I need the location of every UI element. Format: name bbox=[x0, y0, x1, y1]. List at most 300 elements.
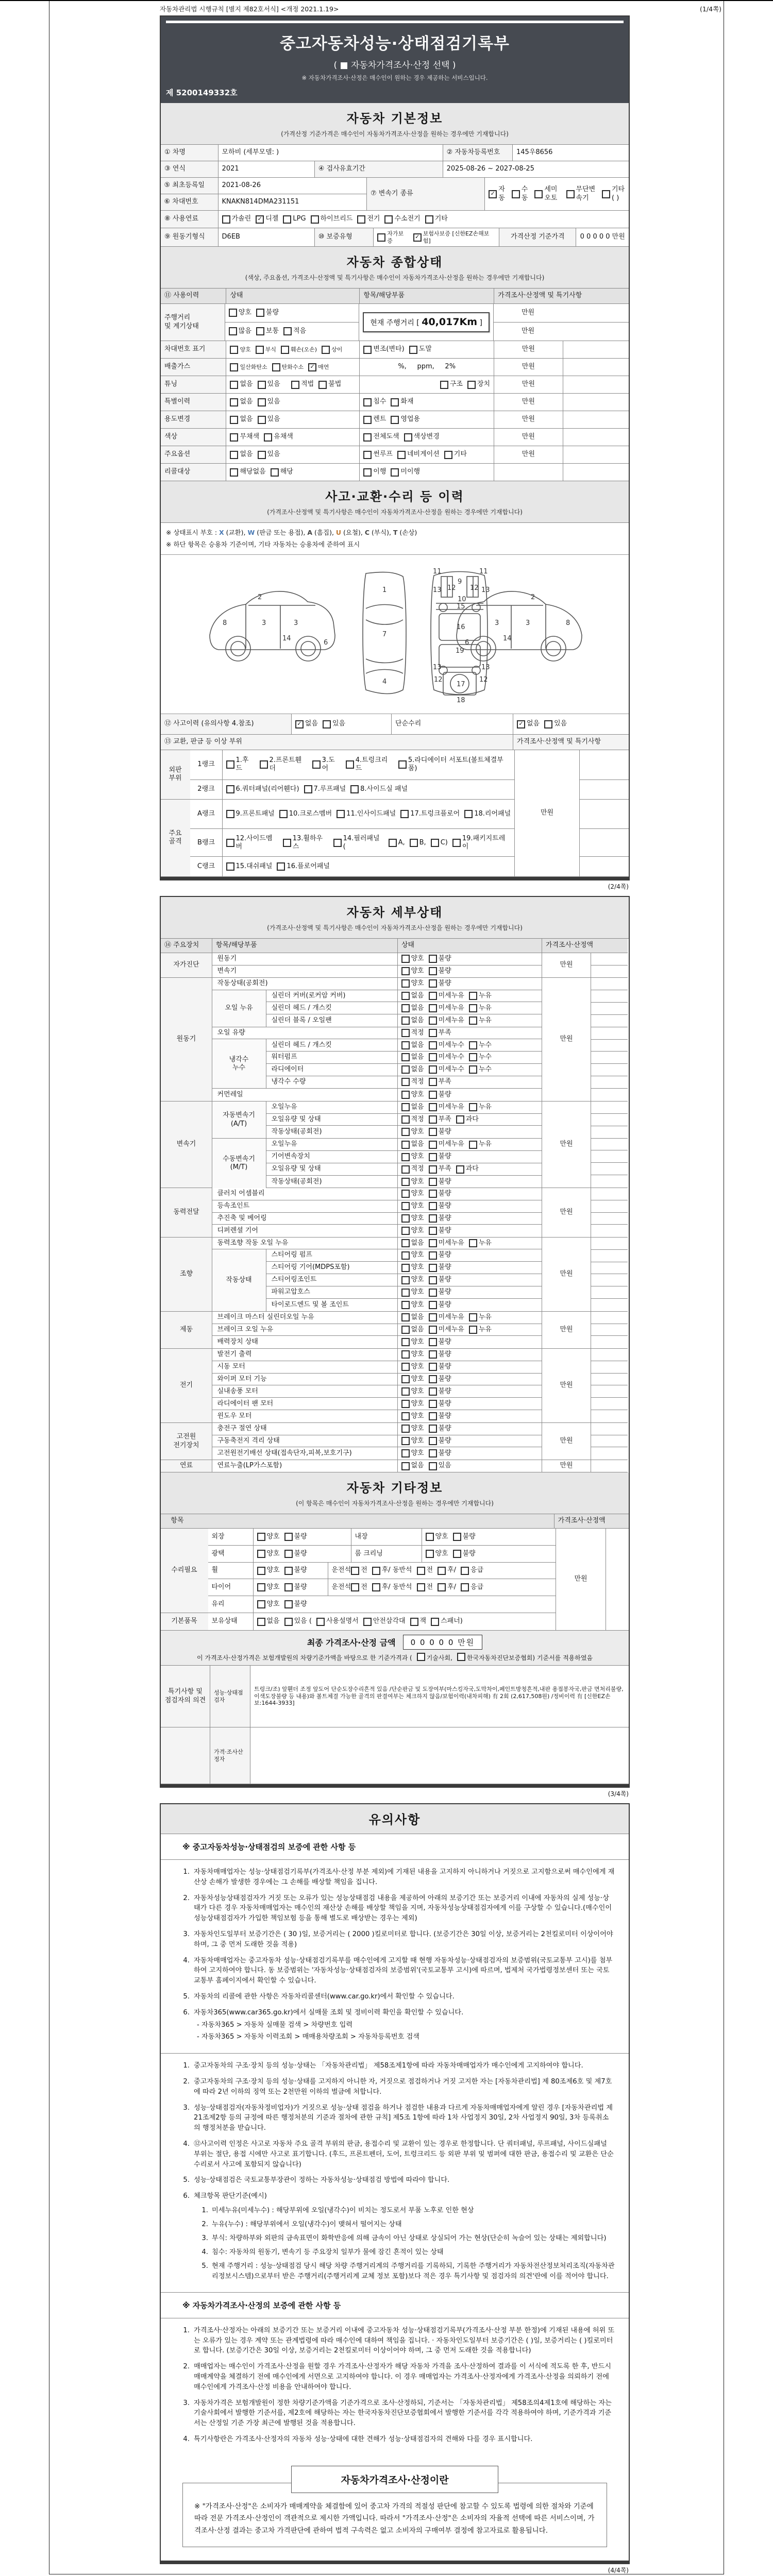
checkbox-checked-icon[interactable]: ✓ bbox=[308, 363, 316, 371]
notice-item: 3. 자동차가격은 보험개발원이 정한 차량기준가액을 기준가격으로 조사·산정하되, 기준서는 「자동차관리법」 제58조의4제1호에 해당하는 자는 기술사회에서 발행한 기준서를, 제2호에 해당하는 자는 한국자동차진단보증협회에서 발행한 기준서를 각각 적용하여야 하며, 기준가격과 기준서는 산정일 기준 가장 최근에 발행된 것을 적용합니다. bbox=[183, 2399, 612, 2428]
checkbox-icon[interactable] bbox=[457, 1653, 465, 1661]
checkbox-icon[interactable] bbox=[230, 416, 238, 424]
checkbox-icon[interactable] bbox=[401, 979, 410, 988]
checkbox-icon[interactable] bbox=[230, 451, 238, 459]
checkbox-icon[interactable] bbox=[410, 1618, 418, 1626]
checkbox-icon[interactable] bbox=[401, 1326, 410, 1334]
cell bbox=[208, 1529, 556, 1631]
checkbox-icon[interactable] bbox=[401, 1103, 410, 1111]
valuation-explain-area bbox=[161, 2455, 629, 2561]
table-row bbox=[161, 228, 629, 247]
table-row bbox=[591, 1089, 628, 1101]
checkbox-icon[interactable] bbox=[283, 839, 291, 847]
cell bbox=[212, 1460, 542, 1472]
cell: 충전구 절연 상태 bbox=[212, 1423, 398, 1435]
checkbox-icon[interactable] bbox=[401, 955, 410, 963]
checkbox-icon[interactable] bbox=[429, 1375, 437, 1383]
checkbox-icon[interactable] bbox=[372, 1583, 380, 1591]
checkbox-icon[interactable] bbox=[429, 1103, 437, 1111]
checkbox-icon[interactable] bbox=[401, 1338, 410, 1346]
checkbox-icon[interactable] bbox=[257, 1618, 265, 1626]
cell bbox=[212, 953, 542, 978]
checkbox-icon[interactable] bbox=[417, 1653, 425, 1661]
cell bbox=[591, 1324, 628, 1336]
checkbox-icon[interactable] bbox=[429, 1449, 437, 1458]
checkbox-icon[interactable] bbox=[230, 398, 238, 406]
checkbox-icon[interactable] bbox=[469, 992, 477, 1000]
checkbox-icon[interactable] bbox=[417, 1583, 425, 1591]
checkbox-icon[interactable] bbox=[258, 451, 266, 459]
checkbox-icon[interactable] bbox=[429, 1141, 437, 1149]
checkbox-icon[interactable] bbox=[401, 1214, 410, 1223]
checkbox-icon[interactable] bbox=[391, 416, 399, 424]
checkbox-icon[interactable] bbox=[312, 760, 321, 769]
svg-text:17: 17 bbox=[457, 681, 465, 688]
checkbox-icon[interactable] bbox=[566, 190, 575, 198]
cell bbox=[591, 1175, 628, 1188]
checkbox-icon[interactable] bbox=[284, 1550, 293, 1558]
checkbox-icon[interactable] bbox=[363, 346, 372, 354]
cell bbox=[359, 304, 494, 341]
checkbox-checked-icon[interactable]: ✓ bbox=[295, 720, 304, 728]
checkbox-checked-icon[interactable]: ✓ bbox=[256, 215, 264, 224]
checkbox-icon[interactable] bbox=[429, 1437, 437, 1445]
checkbox-icon[interactable] bbox=[226, 810, 234, 818]
checkbox-icon[interactable] bbox=[357, 215, 365, 224]
checkbox-icon[interactable] bbox=[401, 1363, 410, 1371]
checkbox-icon[interactable] bbox=[401, 1165, 410, 1174]
cell: 운전석 전 후/ 동반석 전 후/ 응급 bbox=[328, 1563, 556, 1580]
checkbox-icon[interactable] bbox=[429, 967, 437, 975]
checkbox-icon[interactable] bbox=[469, 1313, 477, 1321]
cell: 파워고압호스 bbox=[266, 1286, 398, 1299]
svg-text:8: 8 bbox=[566, 619, 570, 627]
checkbox-icon[interactable] bbox=[401, 1239, 410, 1247]
notice-item: 6. 체크항목 판단기준(예시) 1. 미세누유(미세누수) : 해당부위에 오일(냉각수)이 비치는 정도로서 부품 노후로 인한 현상 2. 누유(누수) : 해당부위에서 오일(냉각수)이 맺혀서 떨어지는 상태 3. 부식: 차량하부와 외판의 금속표면이 화학반응에 의해 금속이 아닌 상태로 상실되어 가는 현상(단순히 녹슬어 있는 상태는 제외합니다) 4. 침수: 자동차의 원동기, 변속기 등 주요장치 일부가 물에 잠긴 흔적이 있는 상태 5. 현재 주행거리 : 성능·상태점검 당시 해당 차량 주행거리계의 주행거리를 기록하되, 기록한 주행거리가 자동차전산정보처리조직(자동차관리정보시스템)으로부터 받은 주행거리(주행거리계 교체 정보 포함)보다 적은 경우 특기사항 및 점검자의 의견'란에 이를 적어야 합니다. bbox=[183, 2192, 615, 2280]
cell: 만원 bbox=[494, 359, 563, 376]
checkbox-icon[interactable] bbox=[229, 327, 237, 335]
checkbox-icon[interactable] bbox=[272, 363, 280, 371]
checkbox-icon[interactable] bbox=[429, 1065, 437, 1074]
cell bbox=[266, 1101, 542, 1139]
cell: 와이퍼 모터 기능 bbox=[212, 1374, 398, 1386]
checkbox-icon[interactable] bbox=[534, 190, 543, 198]
table-row bbox=[161, 800, 190, 876]
checkbox-icon[interactable] bbox=[257, 1550, 265, 1558]
checkbox-icon[interactable] bbox=[429, 992, 437, 1000]
checkbox-icon[interactable] bbox=[429, 1301, 437, 1309]
checkbox-icon[interactable] bbox=[429, 1004, 437, 1012]
checkbox-icon[interactable] bbox=[337, 810, 345, 818]
checkbox-icon[interactable] bbox=[401, 1289, 410, 1297]
checkbox-icon[interactable] bbox=[438, 1567, 446, 1575]
checkbox-icon[interactable] bbox=[426, 1533, 434, 1541]
checkbox-icon[interactable] bbox=[404, 433, 412, 442]
cell bbox=[591, 1274, 628, 1286]
checkbox-icon[interactable] bbox=[429, 1016, 437, 1025]
checkbox-icon[interactable] bbox=[453, 1533, 461, 1541]
checkbox-icon[interactable] bbox=[260, 760, 268, 769]
checkbox-icon[interactable] bbox=[230, 468, 238, 477]
table-row bbox=[161, 1727, 629, 1784]
checkbox-icon[interactable] bbox=[258, 416, 266, 424]
checkbox-icon[interactable] bbox=[401, 1449, 410, 1458]
checkbox-icon[interactable] bbox=[440, 381, 448, 389]
table-row bbox=[212, 1188, 542, 1200]
checkbox-icon[interactable] bbox=[372, 1567, 380, 1575]
checkbox-icon[interactable] bbox=[429, 1425, 437, 1433]
checkbox-icon[interactable] bbox=[323, 720, 331, 728]
table-row bbox=[161, 1312, 629, 1349]
cell bbox=[563, 341, 629, 359]
checkbox-icon[interactable] bbox=[469, 1016, 477, 1025]
checkbox-icon[interactable] bbox=[271, 468, 279, 477]
checkbox-icon[interactable] bbox=[283, 327, 292, 335]
checkbox-icon[interactable] bbox=[429, 1214, 437, 1223]
checkbox-icon[interactable] bbox=[410, 839, 418, 847]
cell bbox=[563, 376, 629, 394]
checkbox-icon[interactable] bbox=[291, 381, 299, 389]
checkbox-icon[interactable] bbox=[429, 1313, 437, 1321]
checkbox-icon[interactable] bbox=[429, 1153, 437, 1161]
cell: 실린더 헤드 / 개스킷 bbox=[266, 1039, 398, 1052]
table-row bbox=[223, 780, 515, 800]
checkbox-icon[interactable] bbox=[431, 839, 439, 847]
checkbox-icon[interactable] bbox=[429, 1115, 437, 1124]
table-row bbox=[161, 1514, 629, 1529]
checkbox-checked-icon[interactable]: ✓ bbox=[489, 190, 497, 198]
checkbox-icon[interactable] bbox=[257, 1533, 265, 1541]
checkbox-icon[interactable] bbox=[401, 1387, 410, 1396]
checkbox-icon[interactable] bbox=[258, 381, 266, 389]
table-row bbox=[591, 1213, 628, 1225]
checkbox-icon[interactable] bbox=[429, 1387, 437, 1396]
checkbox-icon[interactable] bbox=[279, 810, 288, 818]
checkbox-icon[interactable] bbox=[401, 1041, 410, 1049]
checkbox-icon[interactable] bbox=[284, 1533, 293, 1541]
checkbox-checked-icon[interactable]: ✓ bbox=[413, 233, 422, 242]
checkbox-icon[interactable] bbox=[429, 1289, 437, 1297]
cell: 작동상태(공회전) bbox=[266, 1176, 398, 1188]
checkbox-icon[interactable] bbox=[429, 1128, 437, 1136]
checkbox-icon[interactable] bbox=[456, 1115, 464, 1124]
checkbox-icon[interactable] bbox=[226, 862, 234, 871]
cell: ⑭ 주요장치 bbox=[161, 939, 212, 953]
checkbox-icon[interactable] bbox=[401, 1425, 410, 1433]
checkbox-icon[interactable] bbox=[257, 1600, 265, 1608]
checkbox-icon[interactable] bbox=[469, 1004, 477, 1012]
accident-table bbox=[161, 714, 629, 877]
cell: 룸 크리닝 bbox=[351, 1546, 422, 1563]
checkbox-icon[interactable] bbox=[333, 839, 342, 847]
cell: 양호 불량 bbox=[398, 978, 542, 990]
final-price-band bbox=[161, 1631, 629, 1666]
checkbox-icon[interactable] bbox=[409, 346, 417, 354]
checkbox-icon[interactable] bbox=[363, 416, 372, 424]
checkbox-icon[interactable] bbox=[469, 1041, 477, 1049]
checkbox-icon[interactable] bbox=[429, 1338, 437, 1346]
checkbox-icon[interactable] bbox=[256, 309, 264, 317]
checkbox-icon[interactable] bbox=[429, 1053, 437, 1061]
cell: 전체도색 색상변경 bbox=[360, 429, 494, 446]
checkbox-icon[interactable] bbox=[429, 1178, 437, 1186]
cell: 1랭크 bbox=[190, 750, 223, 780]
checkbox-icon[interactable] bbox=[467, 381, 476, 389]
table-row bbox=[161, 1460, 629, 1472]
checkbox-icon[interactable] bbox=[230, 433, 238, 442]
checkbox-icon[interactable] bbox=[284, 1600, 293, 1608]
checkbox-icon[interactable] bbox=[544, 720, 552, 728]
cell bbox=[591, 1299, 628, 1311]
checkbox-icon[interactable] bbox=[401, 1350, 410, 1359]
checkbox-icon[interactable] bbox=[229, 309, 237, 317]
checkbox-icon[interactable] bbox=[461, 1567, 469, 1575]
checkbox-icon[interactable] bbox=[401, 1190, 410, 1198]
checkbox-icon[interactable] bbox=[363, 1618, 372, 1626]
state-code-A: A bbox=[307, 529, 313, 536]
checkbox-icon[interactable] bbox=[429, 1326, 437, 1334]
checkbox-icon[interactable] bbox=[401, 1264, 410, 1272]
checkbox-icon[interactable] bbox=[453, 1550, 461, 1558]
checkbox-icon[interactable] bbox=[429, 1091, 437, 1099]
cell: 워터펌프 bbox=[266, 1052, 398, 1064]
checkbox-icon[interactable] bbox=[316, 1618, 325, 1626]
checkbox-icon[interactable] bbox=[401, 1091, 410, 1099]
table-row bbox=[208, 1529, 556, 1546]
checkbox-icon[interactable] bbox=[311, 215, 319, 224]
checkbox-icon[interactable] bbox=[256, 346, 264, 354]
checkbox-icon[interactable] bbox=[401, 1276, 410, 1284]
checkbox-icon[interactable] bbox=[401, 1437, 410, 1445]
checkbox-icon[interactable] bbox=[469, 1239, 477, 1247]
state-code-W: W bbox=[247, 529, 255, 536]
checkbox-icon[interactable] bbox=[398, 760, 407, 769]
checkbox-icon[interactable] bbox=[438, 1583, 446, 1591]
checkbox-icon[interactable] bbox=[230, 363, 238, 371]
checkbox-icon[interactable] bbox=[512, 190, 520, 198]
checkbox-icon[interactable] bbox=[444, 451, 452, 459]
table-row bbox=[563, 323, 629, 341]
checkbox-icon[interactable] bbox=[452, 839, 461, 847]
cell: 기본품목 bbox=[161, 1613, 208, 1630]
checkbox-icon[interactable] bbox=[401, 967, 410, 975]
table-row bbox=[161, 1529, 208, 1613]
table-row bbox=[161, 1423, 629, 1460]
table-row bbox=[266, 1249, 542, 1262]
checkbox-icon[interactable] bbox=[401, 1301, 410, 1309]
notice-item: 4. ⑫사고이력 인정은 사고로 자동차 주요 골격 부위의 판금, 용접수리 및 교환이 있는 경우로 한정합니다. 단 쿼터패널, 루프패널, 사이드실패널 부위는 절단, 용접 시에만 사고로 표기합니다. (후드, 프론트펜더, 도어, 트렁크리드 등 외판 부위 및 범퍼에 대한 판금, 용접수리 및 교환은 단순수리로서 사고에 포함되지 않습니다) bbox=[183, 2140, 614, 2168]
table-row bbox=[591, 1175, 628, 1188]
checkbox-icon[interactable] bbox=[401, 1412, 410, 1420]
notice-listC bbox=[161, 2318, 629, 2455]
checkbox-icon[interactable] bbox=[284, 1583, 293, 1591]
checkbox-icon[interactable] bbox=[230, 381, 238, 389]
checkbox-icon[interactable] bbox=[429, 1190, 437, 1198]
table-row bbox=[161, 750, 629, 877]
svg-text:12: 12 bbox=[479, 676, 488, 684]
cell bbox=[591, 1188, 628, 1200]
checkbox-icon[interactable] bbox=[264, 433, 272, 442]
notice-item: 6. 자동차365(www.car365.go.kr)에서 실매물 조회 및 정비이력 확인을 확인할 수 있습니다. - 자동차365 > 자동차 실매물 검색 > 차량번호 입력 - 자동차365 > 자동차 이력조회 > 매매용차량조회 > 자동차등록번호 검색 bbox=[183, 2008, 464, 2041]
checkbox-icon[interactable] bbox=[456, 1165, 464, 1174]
checkbox-icon[interactable] bbox=[401, 1375, 410, 1383]
checkbox-icon[interactable] bbox=[230, 346, 238, 354]
table-row bbox=[591, 1250, 628, 1262]
cell: 양호 불량 bbox=[254, 1579, 328, 1596]
checkbox-icon[interactable] bbox=[429, 1264, 437, 1272]
checkbox-icon[interactable] bbox=[257, 1583, 265, 1591]
cell: 자동변속기 (A/T) bbox=[212, 1101, 266, 1139]
checkbox-icon[interactable] bbox=[284, 1618, 293, 1626]
checkbox-icon[interactable] bbox=[401, 1065, 410, 1074]
checkbox-icon[interactable] bbox=[469, 1141, 477, 1149]
checkbox-icon[interactable] bbox=[429, 1239, 437, 1247]
cell: 용도변경 bbox=[161, 411, 226, 429]
table-row bbox=[161, 1349, 629, 1423]
checkbox-icon[interactable] bbox=[401, 1004, 410, 1012]
checkbox-icon[interactable] bbox=[401, 1227, 410, 1235]
checkbox-icon[interactable] bbox=[401, 1153, 410, 1161]
checkbox-icon[interactable] bbox=[429, 1276, 437, 1284]
checkbox-icon[interactable] bbox=[257, 1567, 265, 1575]
checkbox-icon[interactable] bbox=[401, 1128, 410, 1136]
checkbox-icon[interactable] bbox=[429, 1350, 437, 1359]
checkbox-icon[interactable] bbox=[350, 785, 359, 793]
checkbox-icon[interactable] bbox=[363, 451, 372, 459]
cell: 없음 미세누수 누수 bbox=[398, 1052, 542, 1064]
checkbox-icon[interactable] bbox=[431, 1618, 439, 1626]
checkbox-icon[interactable] bbox=[429, 1400, 437, 1408]
checkbox-icon[interactable] bbox=[469, 1065, 477, 1074]
checkbox-icon[interactable] bbox=[401, 992, 410, 1000]
checkbox-icon[interactable] bbox=[391, 398, 399, 406]
checkbox-icon[interactable] bbox=[429, 1078, 437, 1086]
checkbox-icon[interactable] bbox=[429, 979, 437, 988]
checkbox-icon[interactable] bbox=[401, 1053, 410, 1061]
checkbox-icon[interactable] bbox=[461, 1583, 469, 1591]
checkbox-icon[interactable] bbox=[464, 810, 473, 818]
checkbox-icon[interactable] bbox=[417, 1567, 425, 1575]
checkbox-icon[interactable] bbox=[351, 1583, 359, 1591]
cell: 썬루프 네비게이션 기타 bbox=[360, 446, 494, 464]
cell: 동력전달 bbox=[161, 1188, 212, 1238]
svg-text:18: 18 bbox=[457, 697, 465, 704]
checkbox-icon[interactable] bbox=[429, 1165, 437, 1174]
checkbox-icon[interactable] bbox=[222, 215, 230, 224]
table-row bbox=[591, 1286, 628, 1299]
table-row bbox=[591, 1027, 628, 1040]
checkbox-icon[interactable] bbox=[401, 1016, 410, 1025]
cell: 발전기 출력 bbox=[212, 1349, 398, 1361]
cell: 색상 bbox=[161, 429, 226, 446]
checkbox-icon[interactable] bbox=[389, 839, 397, 847]
checkbox-icon[interactable] bbox=[284, 1567, 293, 1575]
table-row bbox=[161, 1666, 629, 1727]
checkbox-icon[interactable] bbox=[429, 1227, 437, 1235]
checkbox-icon[interactable] bbox=[429, 1412, 437, 1420]
checkbox-icon[interactable] bbox=[346, 760, 354, 769]
checkbox-icon[interactable] bbox=[256, 327, 264, 335]
cell: 고전원전기배선 상태(접속단자,피복,보호기구) bbox=[212, 1447, 398, 1460]
checkbox-icon[interactable] bbox=[401, 1251, 410, 1260]
checkbox-icon[interactable] bbox=[429, 1251, 437, 1260]
checkbox-icon[interactable] bbox=[322, 346, 330, 354]
checkbox-icon[interactable] bbox=[391, 468, 399, 477]
checkbox-icon[interactable] bbox=[283, 215, 291, 224]
accident-history-header bbox=[161, 481, 629, 523]
checkbox-icon[interactable] bbox=[351, 1567, 359, 1575]
checkbox-icon[interactable] bbox=[397, 451, 406, 459]
checkbox-icon[interactable] bbox=[429, 1462, 437, 1470]
checkbox-icon[interactable] bbox=[429, 1363, 437, 1371]
checkbox-icon[interactable] bbox=[363, 468, 372, 477]
checkbox-checked-icon[interactable]: ✓ bbox=[517, 720, 525, 728]
notice-item: 3. 성능·상태점검자(자동차정비업자)가 거짓으로 성능·상태 점검을 하거나 점검한 내용과 다르게 자동차매매업자에게 알린 경우 [자동차관리법 제21조제2항 등의 규정에 따른 행정처분의 기준과 절차에 관한 규칙] 제5조 1항에 따라 1차 사업정지 30일, 2차 사업정지 90일, 3차 등록취소의 행정처분을 받습니다. bbox=[183, 2104, 613, 2132]
document-header bbox=[161, 16, 629, 103]
cell: 만원 bbox=[494, 304, 563, 323]
checkbox-icon[interactable] bbox=[277, 862, 285, 871]
checkbox-icon[interactable] bbox=[401, 1029, 410, 1037]
checkbox-icon[interactable] bbox=[377, 233, 385, 242]
cell bbox=[591, 1312, 628, 1349]
checkbox-icon[interactable] bbox=[401, 1178, 410, 1186]
checkbox-icon[interactable] bbox=[318, 381, 327, 389]
cell: 무채색 유채색 bbox=[226, 429, 360, 446]
checkbox-icon[interactable] bbox=[401, 1141, 410, 1149]
checkbox-icon[interactable] bbox=[304, 785, 312, 793]
checkbox-icon[interactable] bbox=[429, 1029, 437, 1037]
table-row bbox=[266, 1163, 542, 1176]
checkbox-icon[interactable] bbox=[363, 433, 372, 442]
cell: 튜닝 bbox=[161, 376, 226, 394]
checkbox-icon[interactable] bbox=[384, 215, 393, 224]
checkbox-icon[interactable] bbox=[425, 215, 433, 224]
checkbox-icon[interactable] bbox=[469, 1326, 477, 1334]
checkbox-icon[interactable] bbox=[226, 839, 234, 847]
table-row bbox=[591, 1101, 628, 1114]
notice-listA bbox=[161, 1860, 629, 2054]
svg-text:13: 13 bbox=[433, 664, 442, 671]
checkbox-icon[interactable] bbox=[429, 1202, 437, 1210]
inspector-label: 성능·상태점검자 bbox=[210, 1666, 250, 1727]
checkbox-icon[interactable] bbox=[429, 955, 437, 963]
checkbox-icon[interactable] bbox=[401, 1313, 410, 1321]
checkbox-icon[interactable] bbox=[469, 1103, 477, 1111]
checkbox-icon[interactable] bbox=[602, 190, 610, 198]
checkbox-icon[interactable] bbox=[401, 1462, 410, 1470]
cell: 양호 불량 bbox=[225, 304, 359, 323]
checkbox-icon[interactable] bbox=[469, 1053, 477, 1061]
checkbox-icon[interactable] bbox=[226, 760, 234, 769]
checkbox-icon[interactable] bbox=[281, 346, 289, 354]
checkbox-icon[interactable] bbox=[426, 1550, 434, 1558]
checkbox-icon[interactable] bbox=[258, 398, 266, 406]
checkbox-icon[interactable] bbox=[400, 810, 409, 818]
checkbox-icon[interactable] bbox=[401, 1400, 410, 1408]
checkbox-icon[interactable] bbox=[429, 1041, 437, 1049]
table-row bbox=[580, 780, 629, 800]
cell: 일산화탄소 탄화수소 ✓ 매연 bbox=[226, 359, 360, 376]
table-row bbox=[591, 1374, 628, 1386]
checkbox-icon[interactable] bbox=[226, 785, 234, 793]
etc-info-subtitle: (이 항목은 매수인이 자동차가격조사·산정을 원하는 경우에만 기재합니다) bbox=[296, 1500, 494, 1507]
checkbox-icon[interactable] bbox=[401, 1115, 410, 1124]
table-row bbox=[212, 1374, 542, 1386]
checkbox-icon[interactable] bbox=[401, 1078, 410, 1086]
table-row bbox=[161, 978, 629, 1101]
checkbox-icon[interactable] bbox=[401, 1202, 410, 1210]
checkbox-icon[interactable] bbox=[363, 398, 372, 406]
